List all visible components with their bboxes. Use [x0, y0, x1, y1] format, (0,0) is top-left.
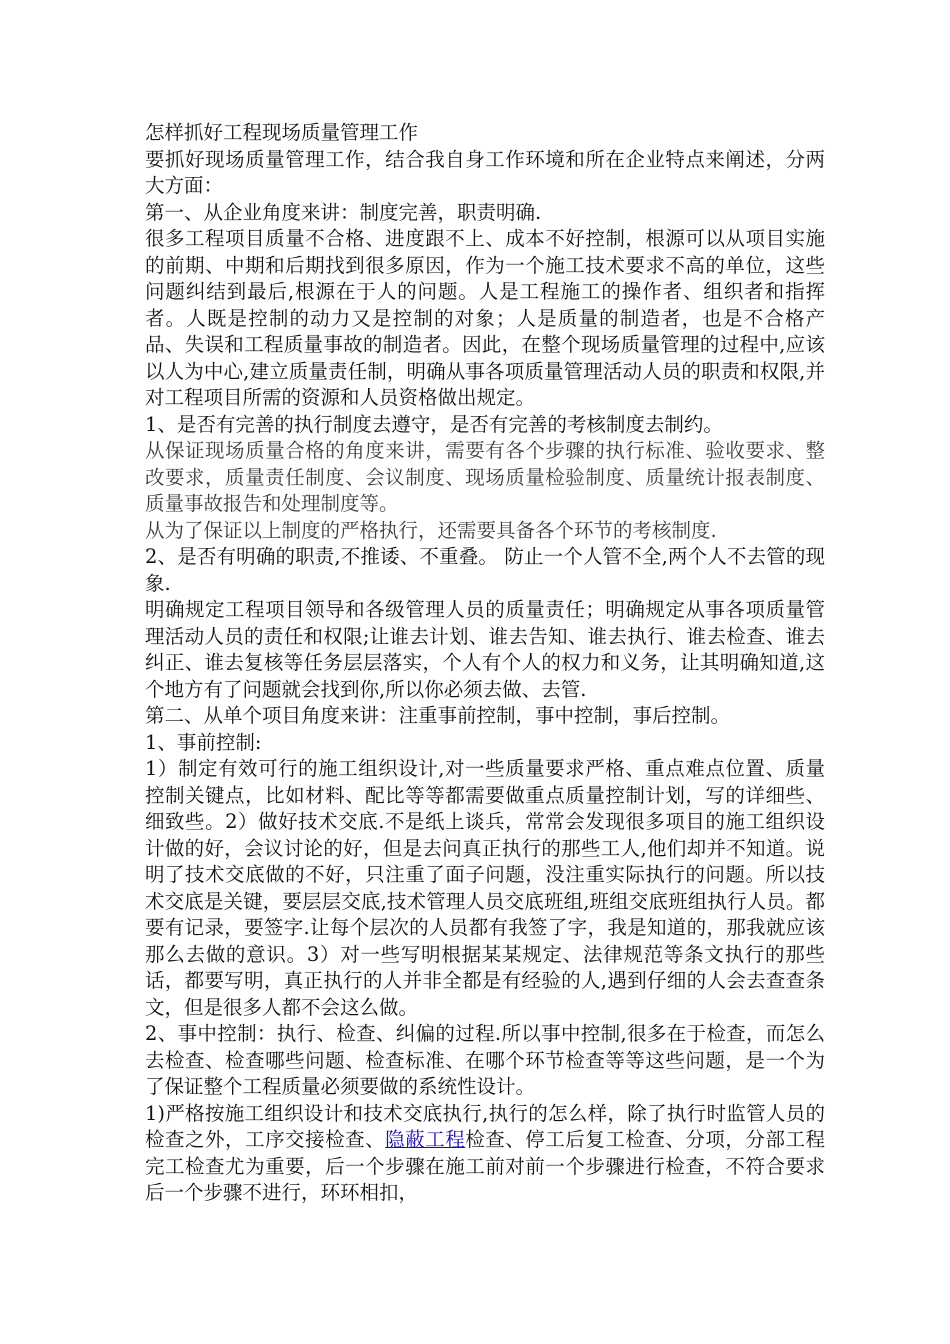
paragraph-in-process-control: 2、事中控制：执行、检查、纠偏的过程.所以事中控制,很多在于检查，而怎么去检查、检查哪些问题、检查标准、在哪个环节检查等等这些问题，是一个为了保证整个工程质量必须要做的系统性设计。: [145, 1022, 825, 1098]
document-title: 怎样抓好工程现场质量管理工作: [145, 121, 419, 144]
paragraph-responsibility: 明确规定工程项目领导和各级管理人员的质量责任；明确规定从事各项质量管理活动人员的责任和权限;让谁去计划、谁去告知、谁去执行、谁去检查、谁去纠正、谁去复核等任务层层落实，个人有个人的权力和义务，让其明确知道,这个地方有了问题就会找到你,所以你必须去做、去管.: [145, 598, 825, 701]
hidden-works-link[interactable]: 隐蔽工程: [385, 1128, 466, 1151]
subheading-responsibility: 2、是否有明确的职责,不推诿、不重叠。 防止一个人管不全,两个人不去管的现象.: [145, 545, 825, 595]
document-body: [145, 120, 825, 1207]
subheading-rules: 1、是否有完善的执行制度去遵守，是否有完善的考核制度去制约。: [145, 412, 723, 436]
subheading-pre-control: 1、事前控制:: [145, 730, 262, 754]
paragraph-assessment: 从为了保证以上制度的严格执行，还需要具备各个环节的考核制度.: [145, 518, 717, 542]
paragraph-execution: [145, 1101, 825, 1207]
paragraph-root-cause: 很多工程项目质量不合格、进度跟不上、成本不好控制，根源可以从项目实施的前期、中期和后期找到很多原因，作为一个施工技术要求不高的单位，这些问题纠结到最后,根源在于人的问题。人是工程施工的操作者、组织者和指挥者。人既是控制的动力又是控制的对象；人是质量的制造者，也是不合格产品、失误和工程质量事故的制造者。因此，在整个现场质量管理的过程中,应该以人为中心,建立质量责任制，明确从事各项质量管理活动人员的职责和权限,并对工程项目所需的资源和人员资格做出规定。: [145, 227, 825, 409]
paragraph-pre-control: 1）制定有效可行的施工组织设计,对一些质量要求严格、重点难点位置、质量控制关键点，比如材料、配比等等都需要做重点质量控制计划，写的详细些、细致些。2）做好技术交底.不是纸上谈兵，常常会发现很多项目的施工组织设计做的好，会议讨论的好，但是去问真正执行的那些工人,他们却并不知道。说明了技术交底做的不好，只注重了面子问题，没注重实际执行的问题。所以技术交底是关键，要层层交底,技术管理人员交底班组,班组交底班组执行人员。都要有记录，要签字.让每个层次的人员都有我签了字，我是知道的，那我就应该那么去做的意识。3）对一些写明根据某某规定、法律规范等条文执行的那些话，都要写明，真正执行的人并非全都是有经验的人,遇到仔细的人会去查查条文，但是很多人都不会这么做。: [145, 757, 825, 1019]
execution-text-after: 检查、停工后复工检查、分项，分部工程完工检查尤为重要，后一个步骤在施工前对前一个步骤进行检查，不符合要求后一个步骤不进行，环环相扣，: [145, 1128, 825, 1204]
execution-text-before: 1)严格按施工组织设计和技术交底执行,执行的怎么样，除了执行时监管人员的检查之外，工序交接检查、: [145, 1101, 825, 1151]
section-heading-project: 第二、从单个项目角度来讲：注重事前控制，事中控制，事后控制。: [145, 704, 731, 727]
section-heading-enterprise: 第一、从企业角度来讲：制度完善，职责明确.: [145, 200, 542, 224]
paragraph-intro: 要抓好现场质量管理工作，结合我自身工作环境和所在企业特点来阐述，分两大方面：: [145, 147, 825, 197]
paragraph-standards: 从保证现场质量合格的角度来讲，需要有各个步骤的执行标准、验收要求、整改要求，质量责任制度、会议制度、现场质量检验制度、质量统计报表制度、质量事故报告和处理制度等。: [145, 439, 825, 515]
